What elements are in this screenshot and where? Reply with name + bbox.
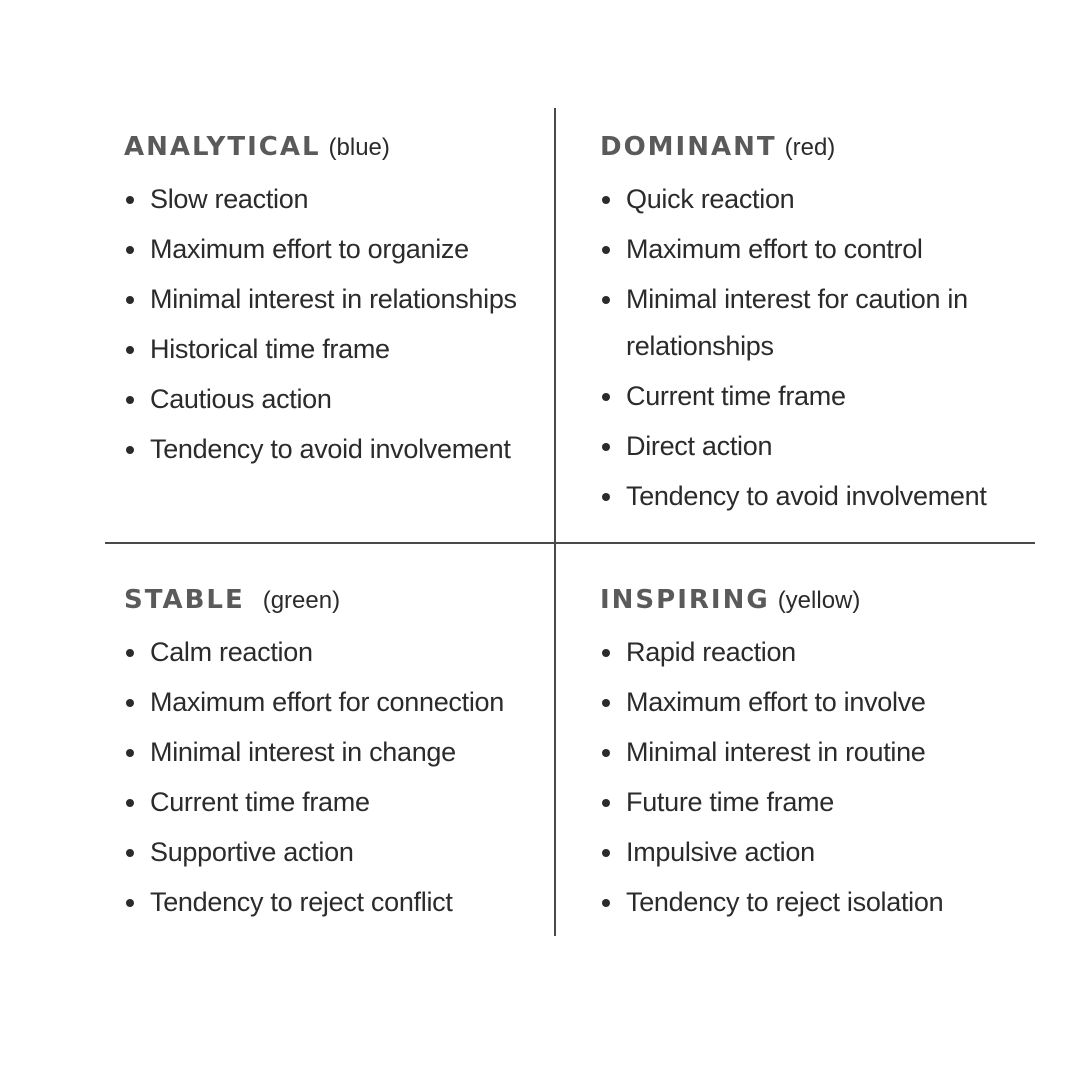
list-item: Maximum effort to organize (124, 226, 544, 273)
list-item: Slow reaction (124, 176, 544, 223)
list-item: Maximum effort to involve (600, 679, 1020, 726)
list-item: Minimal interest in routine (600, 729, 1020, 776)
quadrant-title: ANALYTICAL (124, 132, 321, 162)
quadrant-analytical (124, 128, 544, 476)
trait-list (600, 629, 1020, 926)
quadrant-color-label: (blue) (328, 134, 390, 161)
list-item: Minimal interest in relationships (124, 276, 544, 323)
list-item: Cautious action (124, 376, 544, 423)
quadrant-heading (124, 128, 544, 166)
list-item: Tendency to reject isolation (600, 879, 1020, 926)
list-item: Maximum effort to control (600, 226, 1020, 273)
quadrant-title: STABLE (124, 585, 245, 615)
list-item: Supportive action (124, 829, 544, 876)
list-item: Maximum effort for connection (124, 679, 544, 726)
quadrant-dominant (600, 128, 1020, 523)
list-item: Quick reaction (600, 176, 1020, 223)
list-item: Current time frame (600, 373, 1020, 420)
list-item: Tendency to avoid involvement (600, 473, 1020, 520)
quadrant-color-label: (green) (262, 587, 341, 614)
quadrant-heading (600, 581, 1020, 619)
list-item: Rapid reaction (600, 629, 1020, 676)
list-item: Tendency to avoid involvement (124, 426, 544, 473)
list-item: Impulsive action (600, 829, 1020, 876)
list-item: Minimal interest for caution in relationships (600, 276, 996, 370)
quadrant-color-label: (red) (784, 134, 836, 161)
quadrant-heading (600, 128, 1020, 166)
list-item: Calm reaction (124, 629, 544, 676)
quadrant-stable (124, 581, 544, 929)
quadrant-inspiring (600, 581, 1020, 929)
quadrant-title: DOMINANT (600, 132, 777, 162)
quadrant-color-label: (yellow) (777, 587, 861, 614)
vertical-divider (554, 108, 556, 936)
trait-list (600, 176, 1020, 520)
list-item: Minimal interest in change (124, 729, 544, 776)
list-item: Future time frame (600, 779, 1020, 826)
horizontal-divider (105, 542, 1035, 544)
list-item: Tendency to reject conflict (124, 879, 544, 926)
quadrant-title: INSPIRING (600, 585, 770, 615)
trait-list (124, 629, 544, 926)
trait-list (124, 176, 544, 473)
list-item: Current time frame (124, 779, 544, 826)
quadrant-heading (124, 581, 544, 619)
list-item: Direct action (600, 423, 1020, 470)
list-item: Historical time frame (124, 326, 544, 373)
